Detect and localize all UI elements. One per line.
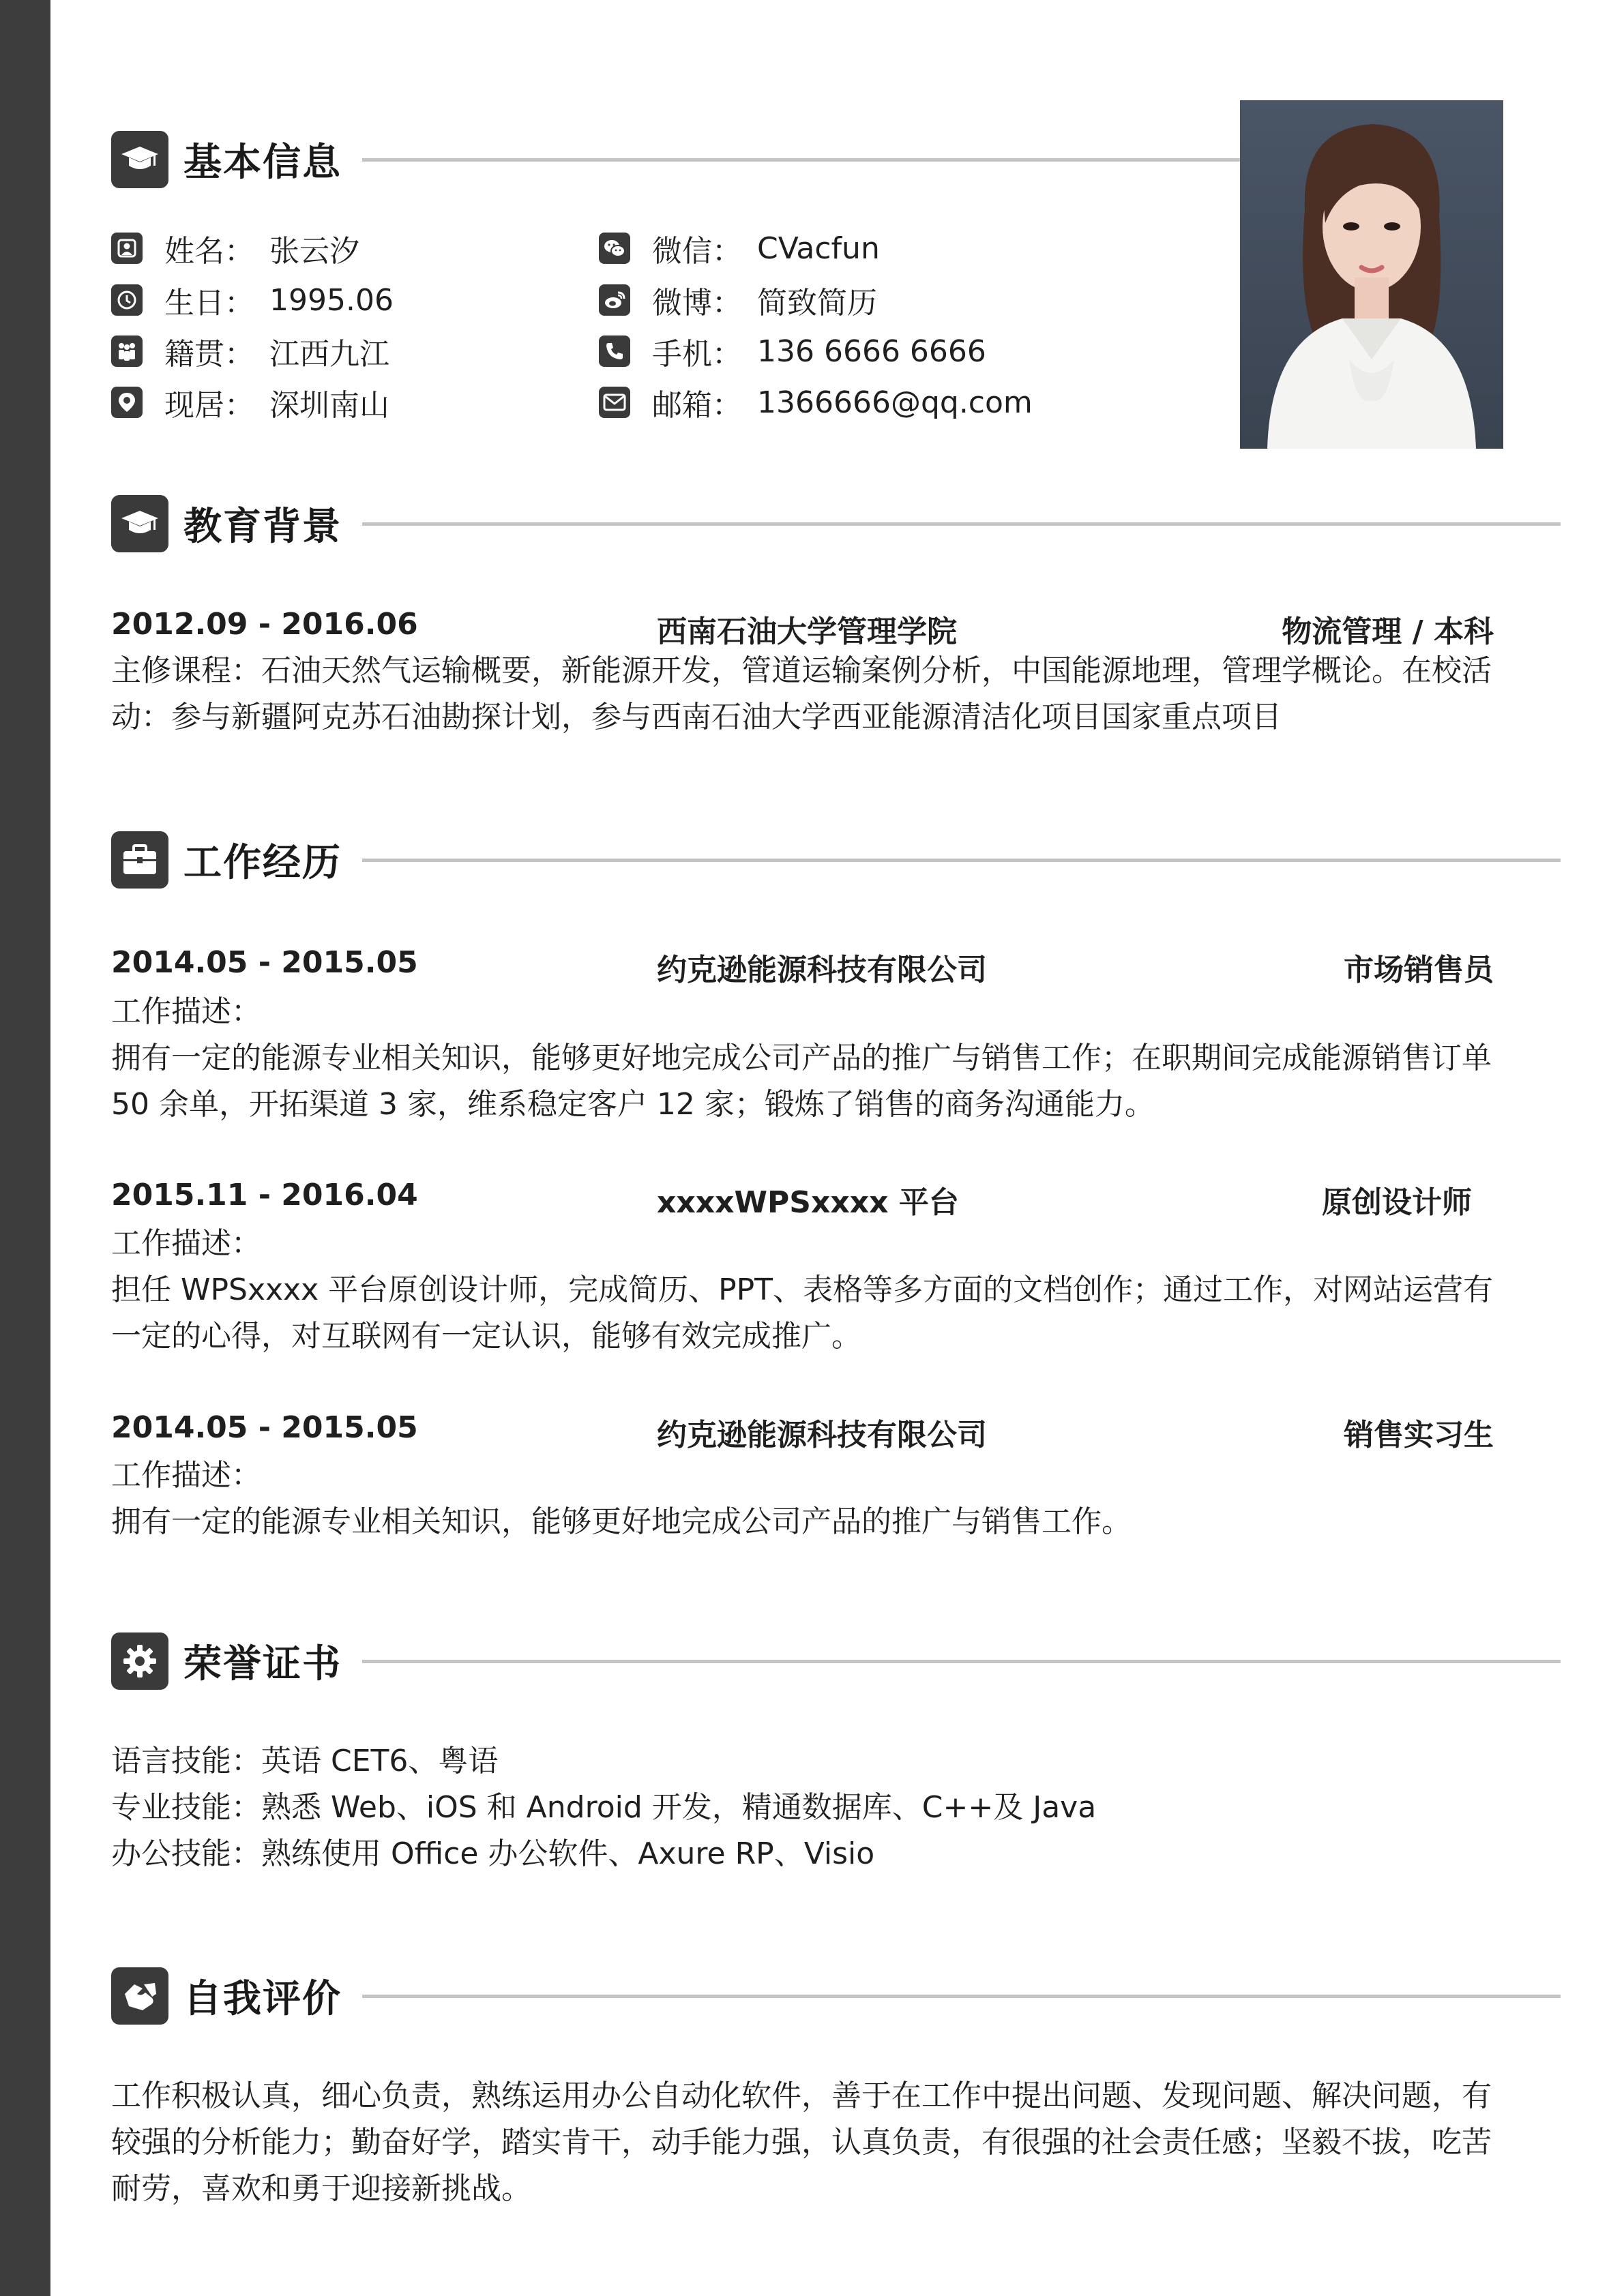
handshake-icon	[111, 1967, 168, 2025]
section-header-work	[111, 830, 1561, 890]
location-icon	[111, 387, 143, 418]
info-row-residence	[111, 382, 389, 423]
left-sidebar-bar	[0, 0, 50, 2296]
info-value-name: 张云汐	[269, 234, 359, 269]
section-title-basic-info: 基本信息	[183, 140, 342, 185]
work-company: xxxxWPSxxxx 平台	[657, 1185, 959, 1220]
info-label: 籍贯：	[164, 337, 254, 372]
work-period: 2015.11 - 2016.04	[111, 1178, 418, 1212]
self-evaluation	[111, 2073, 1503, 2212]
section-title-work: 工作经历	[183, 841, 342, 885]
work-desc-text: 拥有一定的能源专业相关知识，能够更好地完成公司产品的推广与销售工作；在职期间完成能源销售订单 50 余单，开拓渠道 3 家，维系稳定客户 12 家；锻炼了销售的商务沟通能力。	[111, 1041, 1492, 1122]
info-value-email: 1366666@qq.com	[757, 385, 1033, 420]
work-role: 销售实习生	[1344, 1418, 1494, 1452]
section-header-basic-info	[111, 130, 1244, 190]
section-header-self-eval	[111, 1966, 1561, 2026]
honors-list	[111, 1738, 1503, 1877]
info-value-phone: 136 6666 6666	[757, 333, 986, 369]
self-eval-text: 工作积极认真，细心负责，熟练运用办公自动化软件，善于在工作中提出问题、发现问题、解决问题，有较强的分析能力；勤奋好学，踏实肯干，动手能力强，认真负责，有很强的社会责任感；坚毅不拔，吃苦耐劳，喜欢和勇于迎接新挑战。	[111, 2078, 1492, 2206]
work-desc-text: 担任 WPSxxxx 平台原创设计师，完成简历、PPT、表格等多方面的文档创作；通过工作，对网站运营有一定的心得，对互联网有一定认识，能够有效完成推广。	[111, 1272, 1494, 1354]
education-entry-header	[111, 607, 1494, 648]
work-company: 约克逊能源科技有限公司	[657, 953, 987, 987]
wechat-icon	[599, 233, 630, 264]
info-value-hometown: 江西九江	[269, 337, 389, 372]
info-row-weibo	[599, 280, 877, 320]
info-row-wechat	[599, 228, 880, 269]
info-row-phone	[599, 331, 986, 372]
mail-icon	[599, 387, 630, 418]
section-title-honors: 荣誉证书	[183, 1642, 342, 1686]
info-value-weibo: 简致简历	[757, 286, 877, 320]
graduation-cap-icon	[111, 495, 168, 552]
info-label: 邮箱：	[652, 388, 742, 423]
work-description	[111, 989, 1503, 1128]
section-divider	[362, 158, 1244, 162]
work-entry-header	[111, 945, 1494, 986]
info-label: 微信：	[652, 234, 742, 269]
work-desc-text: 拥有一定的能源专业相关知识，能够更好地完成公司产品的推广与销售工作。	[111, 1504, 1132, 1539]
graduation-cap-icon	[111, 131, 168, 188]
work-desc-label: 工作描述：	[111, 1226, 261, 1261]
info-label: 生日：	[164, 286, 254, 320]
section-header-education	[111, 494, 1561, 554]
profile-photo	[1240, 100, 1503, 449]
work-description	[111, 1221, 1503, 1360]
info-row-hometown	[111, 331, 389, 372]
phone-icon	[599, 336, 630, 367]
education-school: 西南石油大学管理学院	[657, 614, 957, 649]
info-row-birthday	[111, 280, 394, 320]
section-divider	[362, 859, 1561, 862]
briefcase-icon	[111, 831, 168, 889]
info-label: 姓名：	[164, 234, 254, 269]
info-value-wechat: CVacfun	[757, 230, 880, 266]
work-entry-header	[111, 1178, 1494, 1219]
work-company: 约克逊能源科技有限公司	[657, 1418, 987, 1452]
honor-item: 语言技能：英语 CET6、粤语	[111, 1744, 499, 1778]
education-description	[111, 648, 1503, 741]
work-entry-header	[111, 1410, 1494, 1451]
education-desc-text: 主修课程：石油天然气运输概要，新能源开发，管道运输案例分析，中国能源地理，管理学概论。在校活动：参与新疆阿克苏石油勘探计划，参与西南石油大学西亚能源清洁化项目国家重点项目	[111, 653, 1492, 734]
info-value-birthday: 1995.06	[269, 282, 394, 318]
weibo-icon	[599, 284, 630, 316]
work-period: 2014.05 - 2015.05	[111, 945, 418, 980]
section-divider	[362, 522, 1561, 526]
info-label: 现居：	[164, 388, 254, 423]
info-row-email	[599, 382, 1033, 423]
work-desc-label: 工作描述：	[111, 994, 261, 1029]
work-period: 2014.05 - 2015.05	[111, 1410, 418, 1445]
work-role: 原创设计师	[1322, 1185, 1472, 1220]
clock-icon	[111, 284, 143, 316]
info-label: 手机：	[652, 337, 742, 372]
work-desc-label: 工作描述：	[111, 1458, 261, 1493]
section-title-self-eval: 自我评价	[183, 1977, 342, 2021]
work-role: 市场销售员	[1344, 953, 1494, 987]
honor-item: 专业技能：熟悉 Web、iOS 和 Android 开发，精通数据库、C++及 Java	[111, 1790, 1097, 1825]
work-description	[111, 1452, 1503, 1545]
info-label: 微博：	[652, 286, 742, 320]
section-header-honors	[111, 1631, 1561, 1691]
info-row-name	[111, 228, 359, 269]
section-divider	[362, 1995, 1561, 1998]
section-title-education: 教育背景	[183, 505, 342, 549]
info-value-residence: 深圳南山	[269, 388, 389, 423]
honor-item: 办公技能：熟练使用 Office 办公软件、Axure RP、Visio	[111, 1836, 875, 1871]
education-major: 物流管理 / 本科	[1282, 614, 1494, 649]
gear-icon	[111, 1632, 168, 1690]
user-icon	[111, 233, 143, 264]
people-icon	[111, 336, 143, 367]
education-period: 2012.09 - 2016.06	[111, 607, 418, 642]
section-divider	[362, 1660, 1561, 1663]
